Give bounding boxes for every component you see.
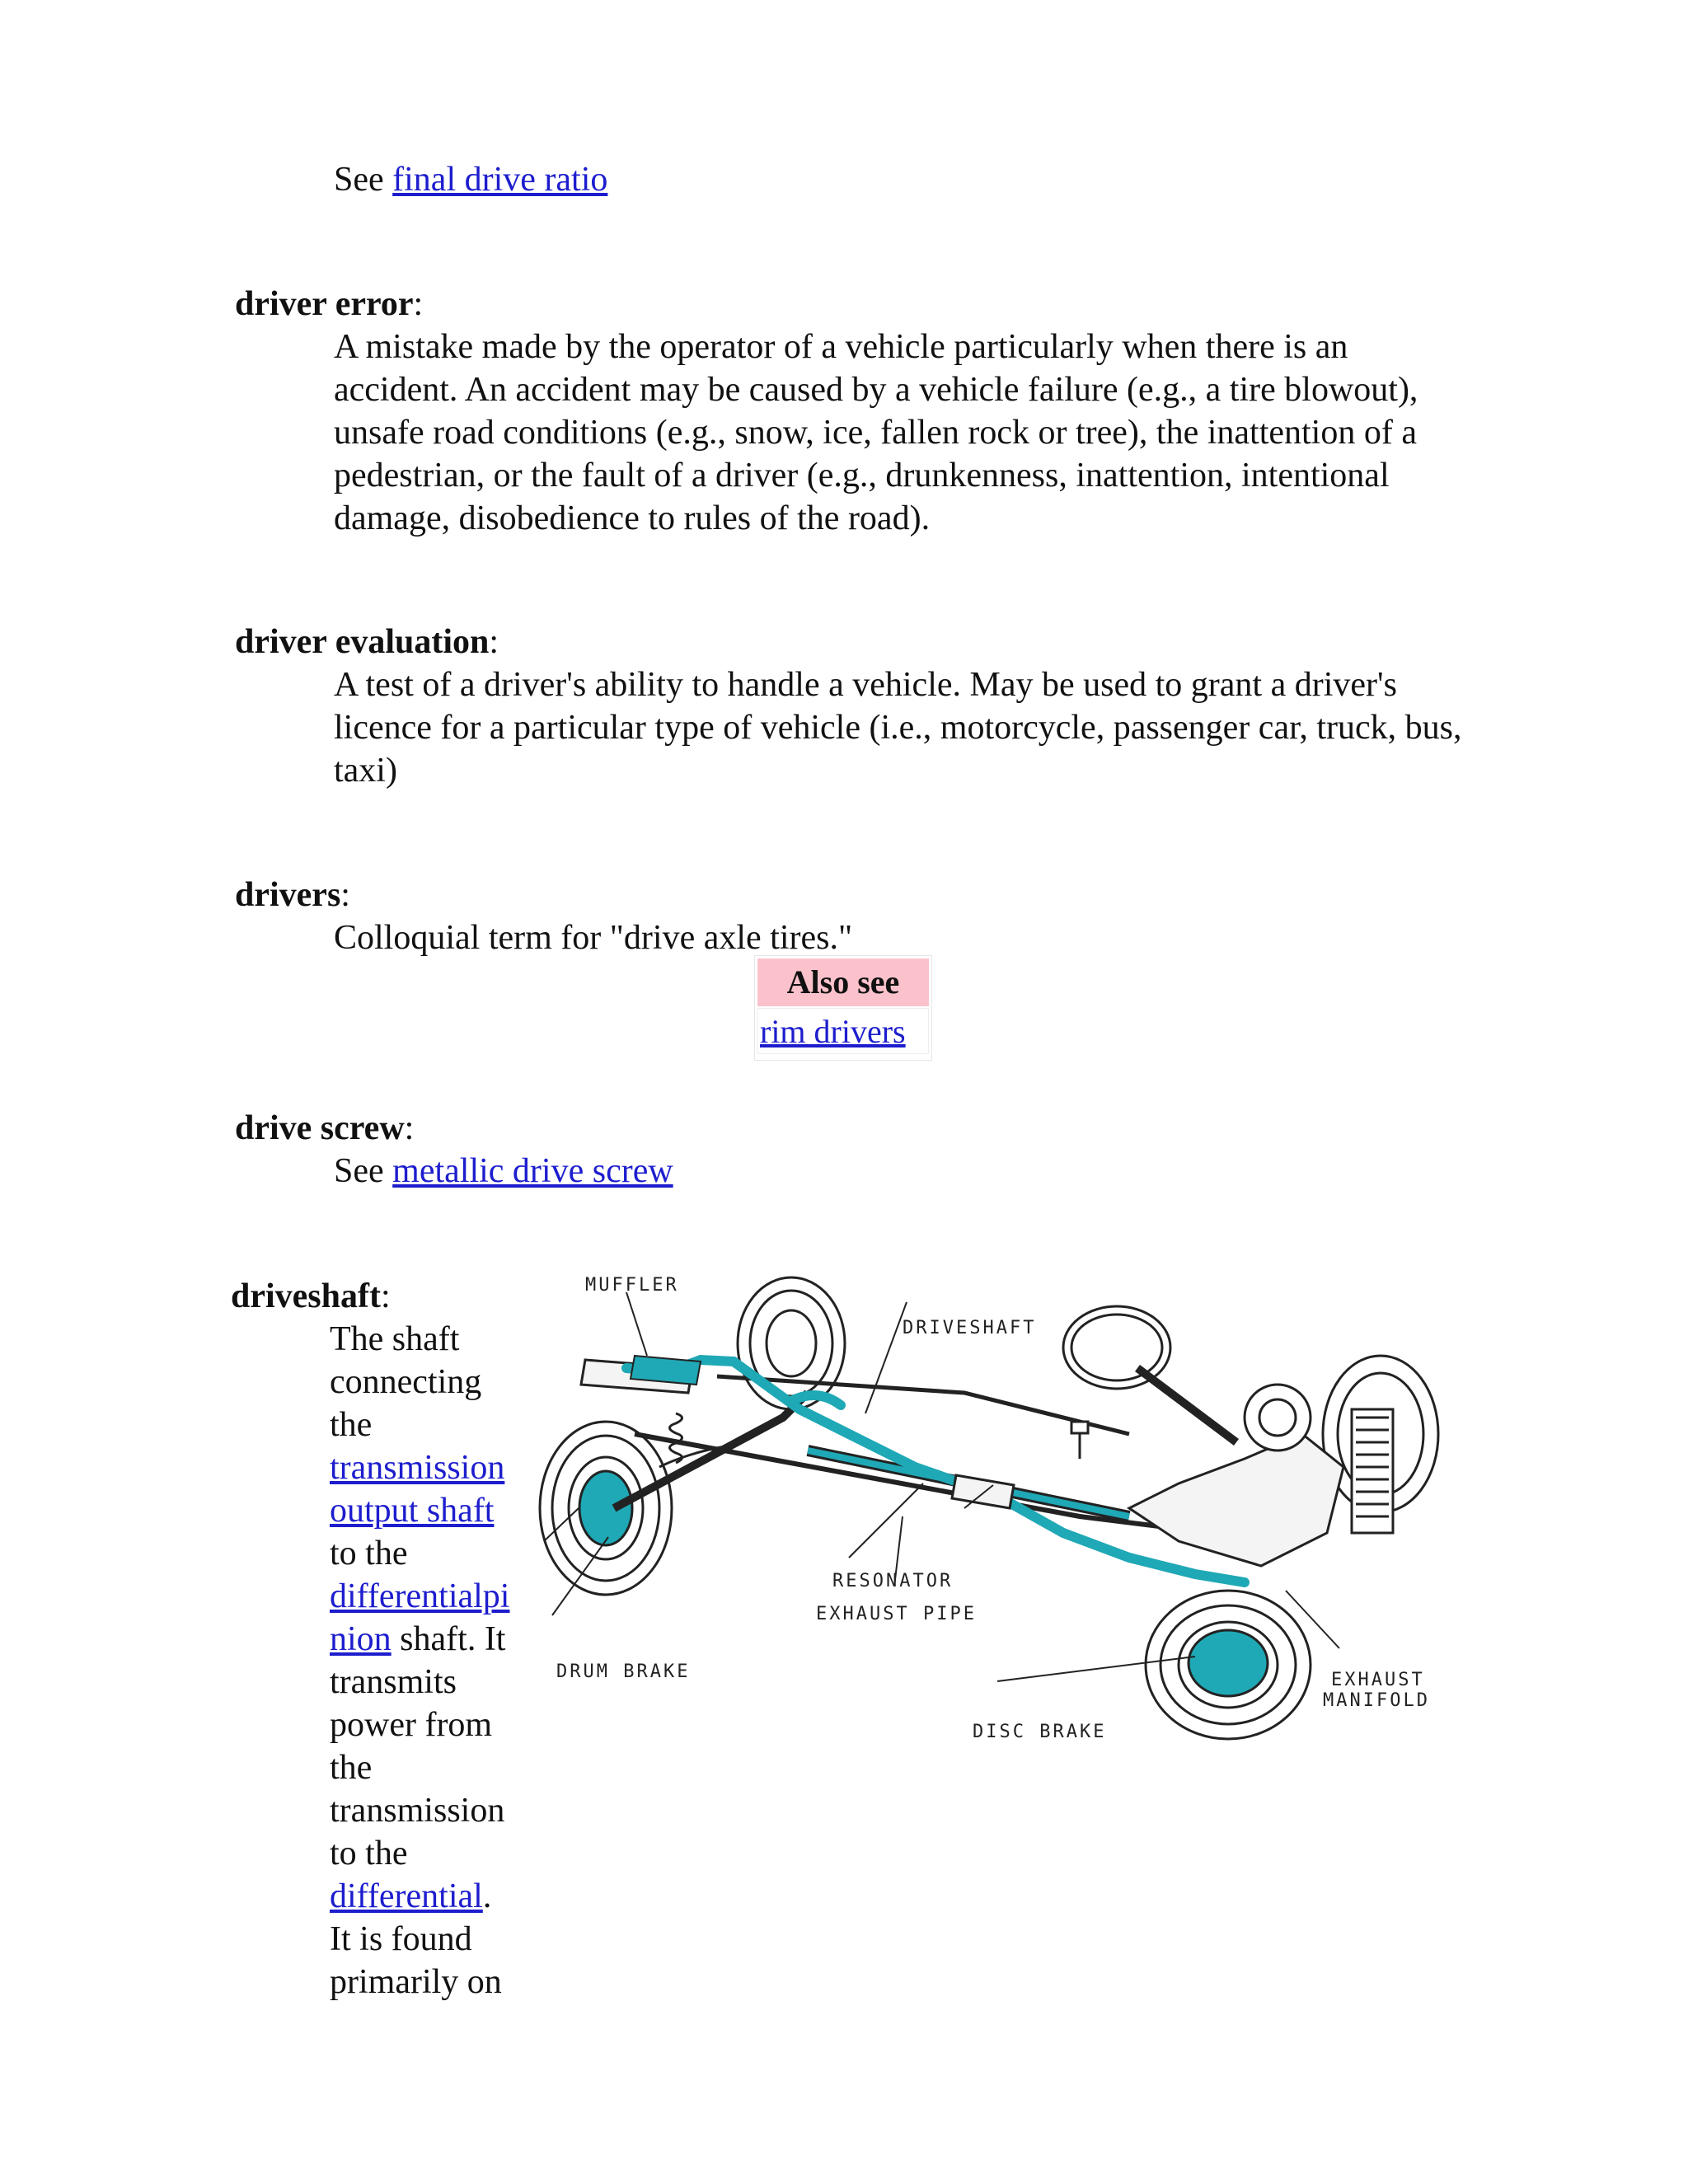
also-see-header: Also see xyxy=(757,958,929,1008)
driver-evaluation-definition: A test of a driver's ability to handle a vehicle. May be used to grant a driver's licence for a particular type of vehicle (i.e., motorcycle, passenger car, truck, bus, taxi) xyxy=(334,666,1462,790)
drivers-definition: Colloquial term for "drive axle tires." xyxy=(334,919,853,957)
final-drive-reference xyxy=(334,158,607,201)
driveshaft-definition xyxy=(330,1318,519,2004)
see-prefix: See xyxy=(334,1152,393,1190)
driveshaft-illustration xyxy=(536,1269,1484,1764)
also-see-table xyxy=(754,955,932,1061)
driveshaft-heading xyxy=(231,1275,391,1318)
differential-pinion-link[interactable]: differentialpinion xyxy=(330,1577,510,1658)
driveshaft-text-3: shaft. It transmits power from the transmission to the xyxy=(330,1620,506,1872)
label-disc-brake: DISC BRAKE xyxy=(973,1722,1107,1742)
label-drum-brake: DRUM BRAKE xyxy=(556,1661,691,1682)
term-drivers: drivers xyxy=(235,876,341,914)
term-driver-error: driver error xyxy=(235,285,414,323)
term-colon: : xyxy=(413,285,424,323)
rim-drivers-link[interactable]: rim drivers xyxy=(760,1013,906,1050)
term-drive-screw: drive screw xyxy=(235,1109,405,1147)
label-muffler: MUFFLER xyxy=(585,1275,679,1296)
differential-link[interactable]: differential xyxy=(330,1877,483,1915)
term-colon: : xyxy=(340,876,350,914)
term-colon: : xyxy=(404,1109,415,1147)
transmission-output-shaft-link[interactable]: transmission output shaft xyxy=(330,1449,505,1530)
drivers-heading xyxy=(235,874,350,916)
label-exhaust-pipe: EXHAUST PIPE xyxy=(816,1604,977,1624)
see-prefix: See xyxy=(334,161,393,199)
driver-error-definition: A mistake made by the operator of a vehicle particularly when there is an accident. An accident may be caused by a vehicle failure (e.g., a tire blowout), unsafe road conditions (e.g., snow, ice, fallen rock or tree), the inattention of a pedestrian, or the fault of a driver (e.g., drunkenness, inattention, intentional damage, disobedience to rules of the road). xyxy=(334,328,1418,537)
term-driveshaft: driveshaft xyxy=(231,1277,381,1315)
label-resonator: RESONATOR xyxy=(832,1571,954,1591)
disc-brake-part xyxy=(1189,1630,1268,1696)
final-drive-ratio-link[interactable]: final drive ratio xyxy=(392,161,608,199)
driveshaft-text-4: . It is found primarily on xyxy=(330,1877,502,2001)
also-see-cell xyxy=(757,1008,929,1054)
metallic-drive-screw-link[interactable]: metallic drive screw xyxy=(392,1152,673,1190)
term-driver-evaluation: driver evaluation xyxy=(235,623,490,661)
drum-brake-part xyxy=(579,1471,632,1545)
driver-evaluation-heading xyxy=(235,621,499,663)
driveshaft-text-2: to the xyxy=(330,1535,408,1572)
rear-right-wheel xyxy=(738,1277,845,1409)
label-exhaust-manifold-line2: MANIFOLD xyxy=(1323,1690,1430,1711)
drive-screw-definition xyxy=(334,1150,673,1193)
label-driveshaft: DRIVESHAFT xyxy=(903,1318,1037,1338)
driveshaft-text-1: The shaft connecting the xyxy=(330,1320,482,1444)
label-exhaust-manifold-line1: EXHAUST xyxy=(1331,1670,1425,1690)
drive-screw-heading xyxy=(235,1107,414,1150)
term-colon: : xyxy=(489,623,499,661)
term-colon: : xyxy=(381,1277,391,1315)
driver-error-heading xyxy=(235,283,423,326)
